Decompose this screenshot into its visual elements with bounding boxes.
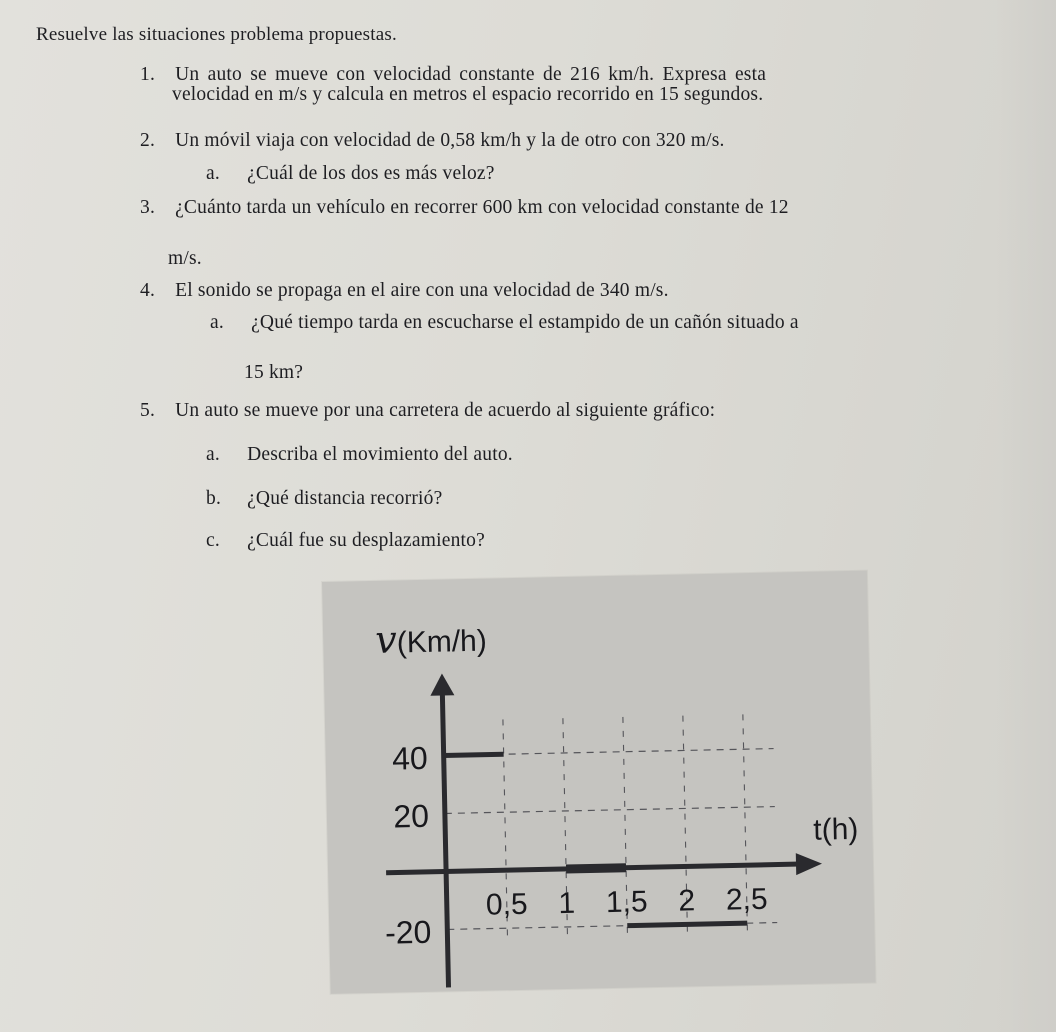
x-tick-label-0: 0,5 [485, 887, 528, 922]
velocity-segment-1 [566, 868, 626, 869]
problem-2-a-text: ¿Cuál de los dos es más veloz? [247, 163, 495, 184]
y-tick-label-0: 40 [391, 739, 429, 777]
problem-4-a-line-1: ¿Qué tiempo tarda en escucharse el estampido de un cañón situado a [251, 312, 799, 333]
grid-line-h-1 [445, 807, 775, 814]
x-tick-label-3: 2 [678, 884, 696, 918]
x-axis-arrowhead [796, 853, 822, 876]
x-tick-label-2: 1,5 [605, 885, 648, 920]
problem-1 [140, 64, 766, 86]
problem-1-number: 1. [140, 64, 156, 85]
y-axis-unit: (Km/h) [396, 624, 488, 660]
instruction-text: Resuelve las situaciones problema propuestas. [36, 24, 397, 45]
problem-5-c [206, 530, 485, 552]
problem-2-number: 2. [140, 130, 156, 151]
problem-5-a-letter: a. [206, 444, 220, 465]
y-tick-label-2: -20 [384, 913, 432, 951]
y-axis-arrowhead [430, 673, 454, 695]
problem-2-a-letter: a. [206, 163, 220, 184]
problem-2-a [206, 163, 495, 185]
problem-4 [140, 280, 669, 302]
y-axis-title [375, 616, 487, 662]
problem-3-number: 3. [140, 197, 156, 218]
problem-4-number: 4. [140, 280, 156, 301]
problem-1-line-2: velocidad en m/s y calcula en metros el espacio recorrido en 15 segundos. [172, 84, 764, 105]
problem-5-a [206, 444, 513, 466]
x-tick-label-1: 1 [558, 886, 576, 921]
page-edge-shadow [996, 0, 1056, 1032]
velocity-time-chart [322, 571, 876, 994]
problem-5-a-text: Describa el movimiento del auto. [247, 444, 513, 465]
problem-4-a-letter: a. [210, 312, 224, 333]
problem-4-a-line-2: 15 km? [244, 362, 304, 383]
problem-2 [140, 130, 725, 152]
x-tick-label-4: 2,5 [725, 882, 768, 917]
problem-5-text: Un auto se mueve por una carretera de acuerdo al siguiente gráfico: [175, 400, 716, 421]
y-tick-label-1: 20 [392, 797, 430, 835]
problem-3-line-1: ¿Cuánto tarda un vehículo en recorrer 600 km con velocidad constante de 12 [175, 197, 789, 218]
velocity-time-chart-card [322, 571, 876, 994]
problem-5-b-text: ¿Qué distancia recorrió? [247, 488, 443, 509]
problem-3-line-2: m/s. [168, 248, 202, 269]
x-axis-title: t(h) [812, 812, 859, 847]
problem-5-number: 5. [140, 400, 156, 421]
velocity-segment-2 [627, 923, 747, 926]
chart-axes [382, 666, 824, 989]
y-axis-line [442, 690, 448, 988]
problem-5-b-letter: b. [206, 488, 222, 509]
problem-4-a [210, 312, 799, 334]
problem-5-b [206, 488, 442, 510]
y-axis-symbol: v [374, 617, 398, 662]
problem-3 [140, 197, 789, 219]
problem-5-c-letter: c. [206, 530, 220, 551]
problem-1-line-1: Un auto se mueve con velocidad constante de 216 km/h. Expresa esta [175, 64, 767, 85]
problem-5-c-text: ¿Cuál fue su desplazamiento? [247, 530, 485, 551]
problem-4-text: El sonido se propaga en el aire con una velocidad de 340 m/s. [175, 280, 669, 301]
problem-5 [140, 400, 715, 422]
velocity-segment-0 [444, 754, 504, 755]
problem-2-text: Un móvil viaja con velocidad de 0,58 km/h y la de otro con 320 m/s. [175, 130, 725, 151]
